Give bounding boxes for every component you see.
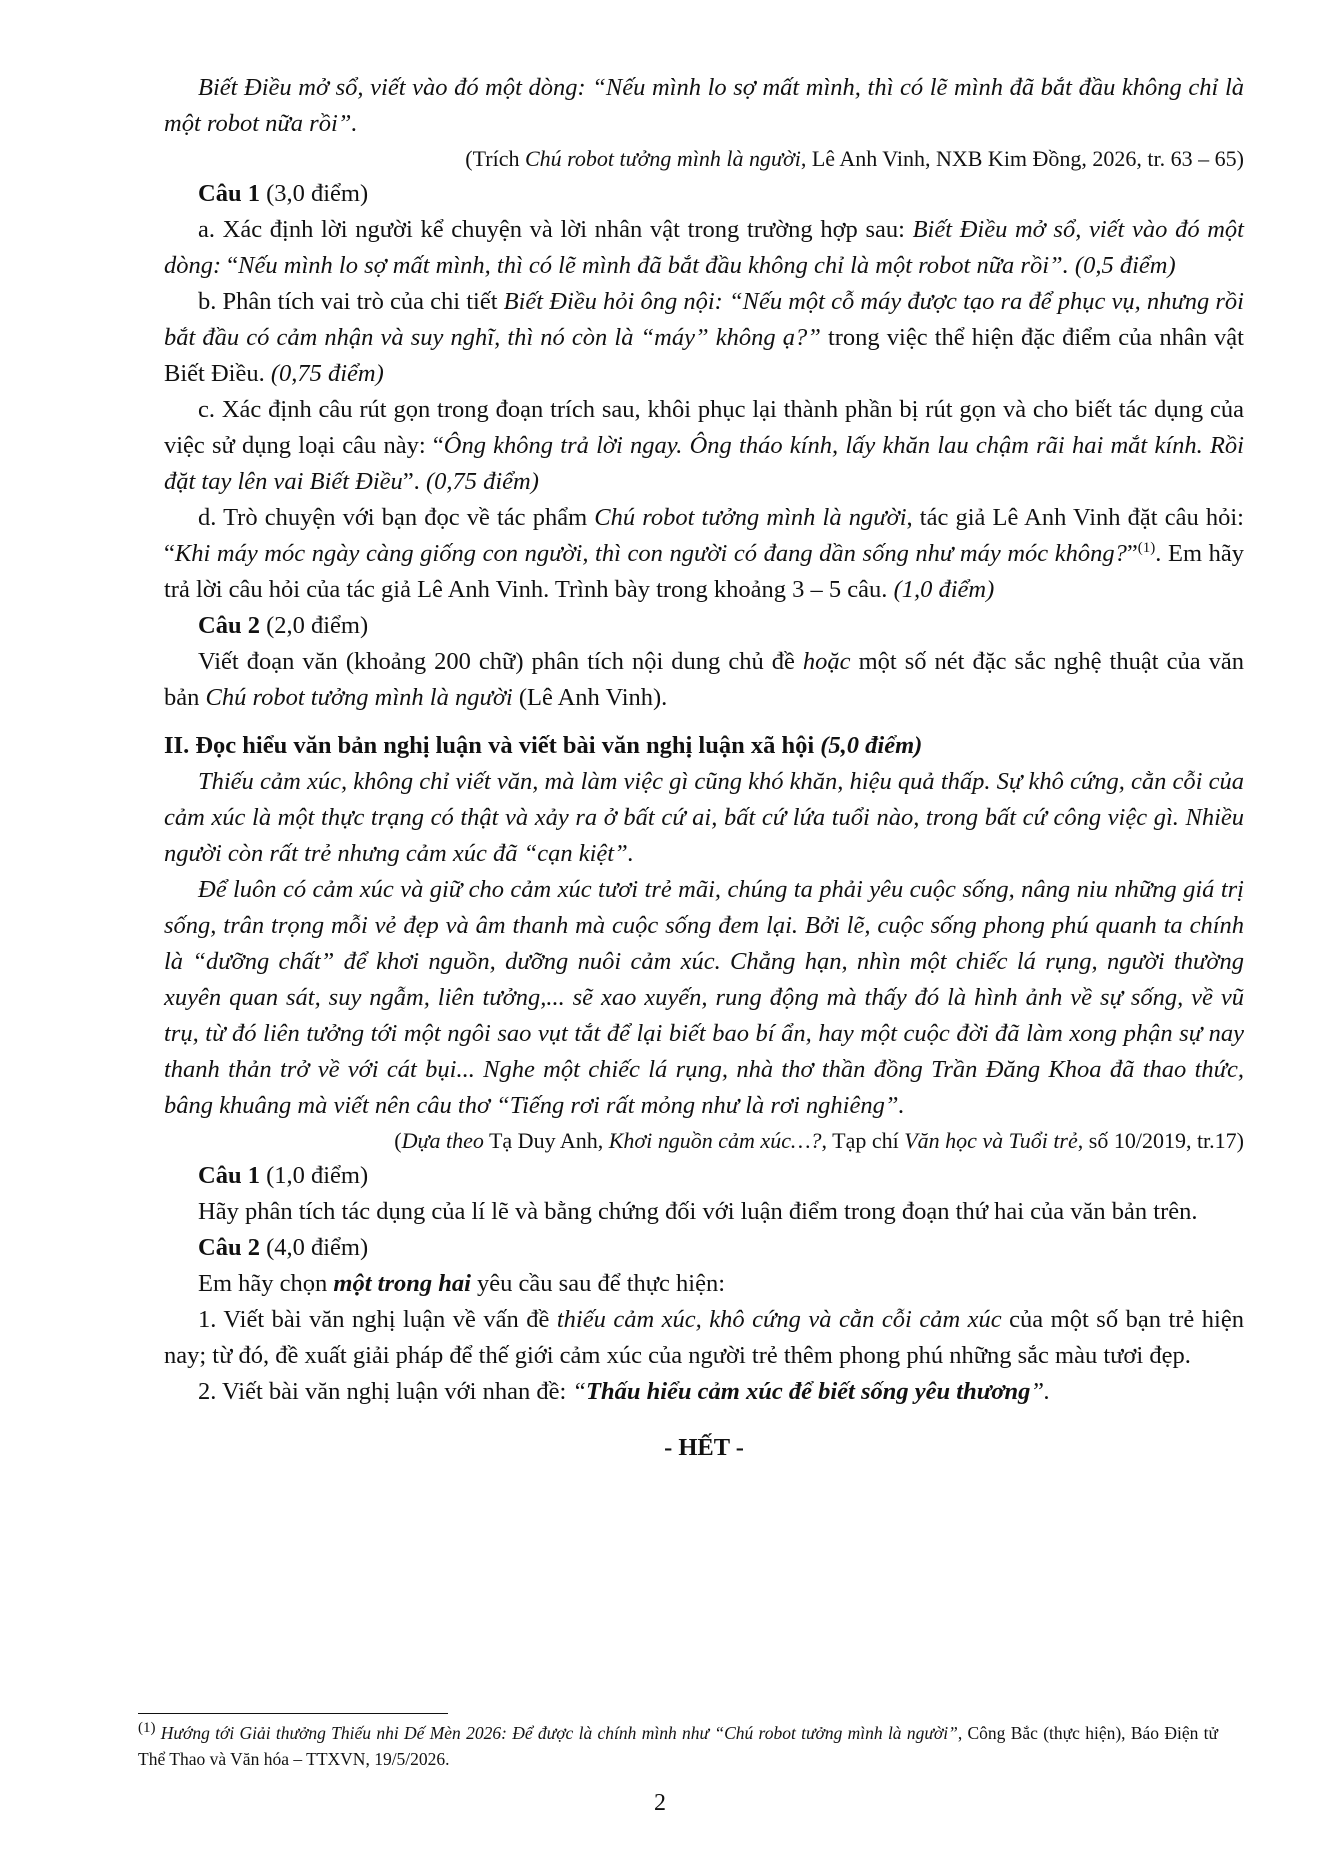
question-2-heading: Câu 2 (2,0 điểm) xyxy=(198,612,369,639)
exam-page xyxy=(164,70,1244,1466)
question-1a: a. Xác định lời người kể chuyện và lời nhân vật trong trường hợp sau: Biết Điều mở sổ, viết vào đó một dòng: “Nếu mình lo sợ mất mình, thì có lẽ mình đã bắt đầu không chỉ là một robot nữa rồi”. (0,5 điểm) xyxy=(164,216,1244,279)
essay-option-1: 1. Viết bài văn nghị luận về vấn đề thiếu cảm xúc, khô cứng và cằn cỗi cảm xúc của một số bạn trẻ hiện nay; từ đó, đề xuất giải pháp để thế giới cảm xúc của người trẻ thêm phong phú những sắc màu tươi đẹp. xyxy=(164,1306,1244,1369)
section-2-question-1: Hãy phân tích tác dụng của lí lẽ và bằng chứng đối với luận điểm trong đoạn thứ hai của văn bản trên. xyxy=(198,1198,1198,1225)
section-2-question-1-heading: Câu 1 (1,0 điểm) xyxy=(198,1162,369,1189)
question-1d: d. Trò chuyện với bạn đọc về tác phẩm Chú robot tưởng mình là người, tác giả Lê Anh Vinh đặt câu hỏi: “Khi máy móc ngày càng giống con người, thì con người có đang dần sống như máy móc không?”$^{(1)}$. Em hãy trả lời câu hỏi của tác giả Lê Anh Vinh. Trình bày trong khoảng 3 – 5 câu. (1,0 điểm) xyxy=(164,504,1244,603)
section-2-question-2-heading: Câu 2 (4,0 điểm) xyxy=(198,1234,369,1261)
footnote: $^{(1)}$ Hướng tới Giải thưởng Thiếu nhi Dế Mèn 2026: Để được là chính mình như “Chú robot tưởng mình là người”, Công Bắc (thực hiện), Báo Điện tử Thể Thao và Văn hóa – TTXVN, 19/5/2026. xyxy=(138,1720,1218,1769)
section-2-heading: II. Đọc hiểu văn bản nghị luận và viết bài văn nghị luận xã hội (5,0 điểm) xyxy=(164,732,923,759)
end-mark: - HẾT - xyxy=(664,1434,744,1461)
question-1-heading: Câu 1 (3,0 điểm) xyxy=(198,180,369,207)
question-1c: c. Xác định câu rút gọn trong đoạn trích sau, khôi phục lại thành phần bị rút gọn và cho biết tác dụng của việc sử dụng loại câu này: “Ông không trả lời ngay. Ông tháo kính, lấy khăn lau chậm rãi hai mắt kính. Rồi đặt tay lên vai Biết Điều”. (0,75 điểm) xyxy=(164,396,1244,495)
essay-option-2: 2. Viết bài văn nghị luận với nhan đề: “Thấu hiểu cảm xúc để biết sống yêu thương”. xyxy=(198,1378,1051,1405)
question-2: Viết đoạn văn (khoảng 200 chữ) phân tích nội dung chủ đề hoặc một số nét đặc sắc nghệ thuật của văn bản Chú robot tưởng mình là người (Lê Anh Vinh). xyxy=(164,648,1244,711)
page-number: 2 xyxy=(654,1790,666,1816)
story-excerpt-end: Biết Điều mở sổ, viết vào đó một dòng: “Nếu mình lo sợ mất mình, thì có lẽ mình đã bắt đầu không chỉ là một robot nữa rồi”. xyxy=(164,74,1244,137)
passage-paragraph-2: Để luôn có cảm xúc và giữ cho cảm xúc tươi trẻ mãi, chúng ta phải yêu cuộc sống, nâng niu những giá trị sống, trân trọng mỗi vẻ đẹp và âm thanh mà cuộc sống đem lại. Bởi lẽ, cuộc sống phong phú quanh ta chính là “dưỡng chất” để khơi nguồn, dưỡng nuôi cảm xúc. Chẳng hạn, nhìn một chiếc lá rụng, người thường xuyên quan sát, suy ngẫm, liên tưởng,... sẽ xao xuyến, rung động mà thấy đó là hình ảnh về sự sống, về vũ trụ, từ đó liên tưởng tới một ngôi sao vụt tắt để lại biết bao bí ẩn, hay một cuộc đời đã làm xong phận sự nay thanh thản trở về với cát bụi... Nghe một chiếc lá rụng, nhà thơ thần đồng Trần Đăng Khoa đã thao thức, bâng khuâng mà viết nên câu thơ “Tiếng rơi rất mỏng như là rơi nghiêng”. xyxy=(164,876,1244,1119)
footnote-ref: (1) xyxy=(1137,539,1156,556)
footnote-divider xyxy=(138,1713,448,1714)
section-2-question-2-instruction: Em hãy chọn một trong hai yêu cầu sau để thực hiện: xyxy=(198,1270,726,1297)
excerpt-source: (Trích Chú robot tưởng mình là người, Lê Anh Vinh, NXB Kim Đồng, 2026, tr. 63 – 65) xyxy=(465,146,1244,171)
passage-source: (Dựa theo Tạ Duy Anh, Khơi nguồn cảm xúc…?, Tạp chí Văn học và Tuổi trẻ, số 10/2019, tr.17) xyxy=(394,1128,1244,1153)
question-1b: b. Phân tích vai trò của chi tiết Biết Điều hỏi ông nội: “Nếu một cỗ máy được tạo ra để phục vụ, nhưng rồi bắt đầu có cảm nhận và suy nghĩ, thì nó còn là “máy” không ạ?” trong việc thể hiện đặc điểm của nhân vật Biết Điều. (0,75 điểm) xyxy=(164,288,1244,387)
passage-paragraph-1: Thiếu cảm xúc, không chỉ viết văn, mà làm việc gì cũng khó khăn, hiệu quả thấp. Sự khô cứng, cằn cỗi của cảm xúc là một thực trạng có thật và xảy ra ở bất cứ ai, bất cứ lứa tuổi nào, trong bất cứ công việc gì. Nhiều người còn rất trẻ nhưng cảm xúc đã “cạn kiệt”. xyxy=(164,768,1244,867)
